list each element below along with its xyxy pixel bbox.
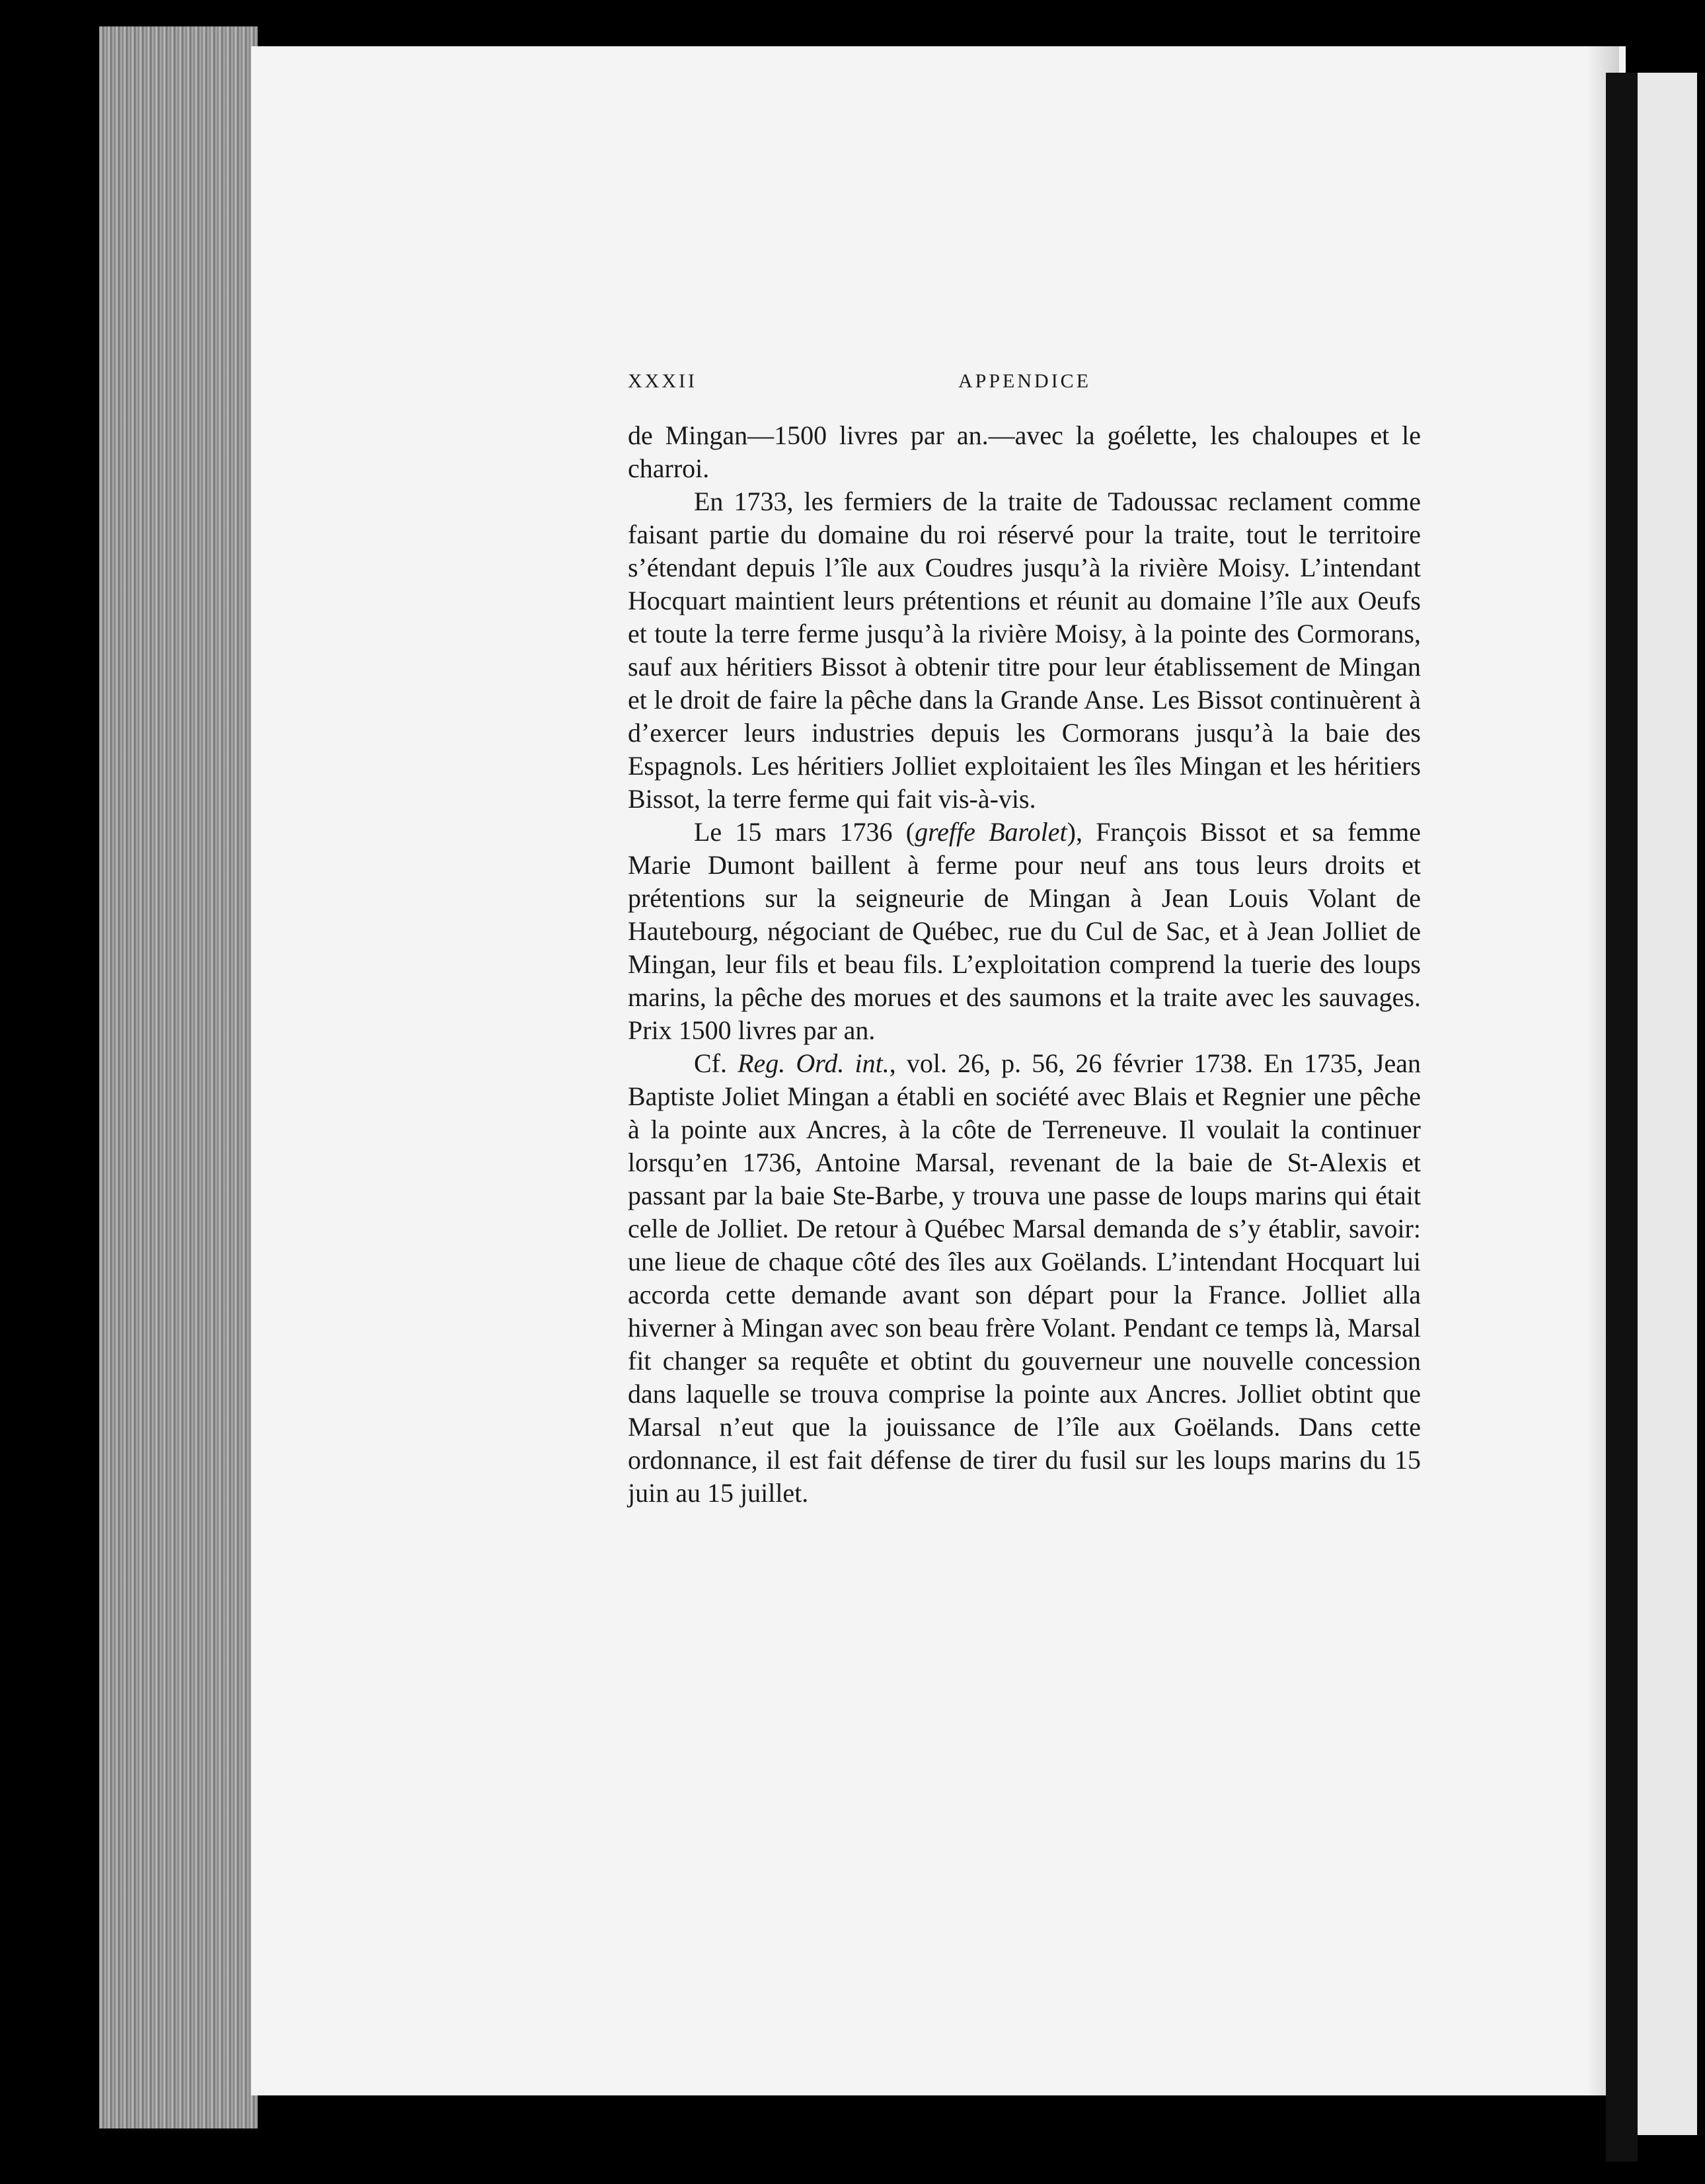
section-title: APPENDICE <box>958 370 1092 392</box>
paragraph-text: Le 15 mars 1736 ( <box>694 817 915 847</box>
paragraph-text: , vol. 26, p. 56, 26 février 1738. En 1735, Jean Baptiste Joliet Mingan a établi en société avec Blais et Regnier une pêche à la pointe aux Ancres, à la côte de Terreneuve. Il voulait la continuer lorsqu’en 1736, Antoine Marsal, revenant de la baie de St-Alexis et passant par la baie Ste-Barbe, y trouva une passe de loups marins qui était celle de Jolliet. De retour à Québec Marsal demanda de s’y établir, savoir: une lieue de chaque côté des îles aux Goëlands. L’intendant Hocquart lui accorda cette demande avant son départ pour la France. Jolliet alla hiverner à Mingan avec son beau frère Volant. Pendant ce temps là, Marsal fit changer sa requête et obtint du gouverneur une nouvelle concession dans laquelle se trouva comprise la pointe aux Ancres. Jolliet obtint que Marsal n’eut que la jouissance de l’île aux Goëlands. Dans cette ordonnance, il est fait défense de tirer du fusil sur les loups marins du 15 juin au 15 juillet. <box>628 1048 1421 1508</box>
italic-citation: greffe Barolet <box>915 817 1067 847</box>
paragraph-continuation: de Mingan—1500 livres par an.—avec la goélette, les chaloupes et le charroi. <box>628 420 1421 483</box>
paragraph-1736-lease <box>628 816 1421 1047</box>
facing-page-edge <box>1638 73 1697 2135</box>
paragraph-1733: En 1733, les fermiers de la traite de Tadoussac reclament comme faisant partie du domaine du roi réservé pour la traite, tout le territoire s’étendant depuis l’île aux Coudres jusqu’à la rivière Moisy. L’intendant Hocquart maintient leurs prétentions et réunit au domaine l’île aux Oeufs et toute la terre ferme jusqu’à la rivière Moisy, à la pointe des Cormorans, sauf aux héritiers Bissot à obtenir titre pour leur établissement de Mingan et le droit de faire la pêche dans la Grande Anse. Les Bissot continuèrent à d’exercer leurs industries depuis les Cormorans jusqu’à la baie des Espagnols. Les héritiers Jolliet exploitaient les îles Mingan et les héritiers Bissot, la terre ferme qui fait vis-à-vis. <box>628 487 1421 814</box>
page-number: XXXII <box>628 370 697 392</box>
italic-citation: Reg. Ord. int. <box>738 1048 890 1078</box>
running-head <box>628 370 1421 410</box>
page-edge-stack <box>99 26 258 2128</box>
paragraph-text: Cf. <box>694 1048 738 1078</box>
book-spine <box>1606 73 1638 2162</box>
page-text-block <box>628 370 1421 1510</box>
paragraph-text: ), François Bissot et sa femme Marie Dumont baillent à ferme pour neuf ans tous leurs droits et prétentions sur la seigneurie de Mingan à Jean Louis Volant de Hautebourg, négociant de Québec, rue du Cul de Sac, et à Jean Jolliet de Mingan, leur fils et beau fils. L’exploitation comprend la tuerie des loups marins, la pêche des morues et des saumons et la traite avec les sauvages. Prix 1500 livres par an. <box>628 817 1421 1045</box>
paragraph-reg-ord-int <box>628 1047 1421 1510</box>
